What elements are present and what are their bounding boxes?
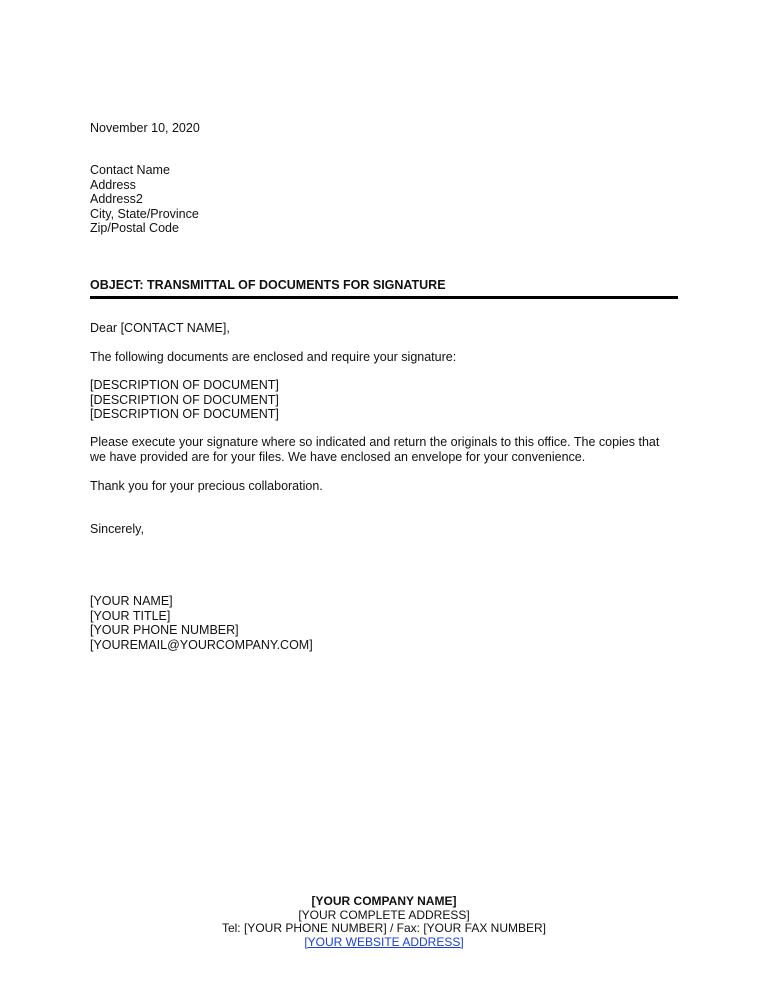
closing-text: Sincerely,	[90, 522, 144, 536]
letter-instructions	[90, 435, 680, 464]
recipient-address-block	[90, 163, 680, 236]
footer-address: [YOUR COMPLETE ADDRESS]	[298, 907, 470, 922]
letter-salutation	[90, 321, 680, 336]
document-item: [DESCRIPTION OF DOCUMENT]	[90, 392, 279, 407]
instructions-line: we have provided are for your files. We have enclosed an envelope for your convenience.	[90, 449, 586, 464]
thanks-text: Thank you for your precious collaboration.	[90, 479, 323, 493]
footer-company-name: [YOUR COMPANY NAME]	[311, 894, 457, 908]
letter-closing	[90, 522, 680, 537]
subject-divider	[90, 296, 678, 299]
company-footer	[0, 895, 768, 949]
recipient-address2: Address2	[90, 192, 143, 206]
signature-name: [YOUR NAME]	[90, 594, 173, 608]
document-item: [DESCRIPTION OF DOCUMENT]	[90, 407, 279, 421]
recipient-contact-name: Contact Name	[90, 163, 170, 177]
signature-title: [YOUR TITLE]	[90, 608, 171, 623]
intro-text: The following documents are enclosed and require your signature:	[90, 350, 457, 364]
recipient-zip: Zip/Postal Code	[90, 221, 179, 235]
document-item: [DESCRIPTION OF DOCUMENT]	[90, 378, 279, 392]
subject-text: OBJECT: TRANSMITTAL OF DOCUMENTS FOR SIGNATURE	[90, 278, 446, 292]
letter-date	[90, 121, 680, 136]
instructions-line: Please execute your signature where so indicated and return the originals to this office. The copies that	[90, 435, 660, 449]
letter-subject	[90, 278, 680, 293]
recipient-address: Address	[90, 177, 136, 192]
footer-contact: Tel: [YOUR PHONE NUMBER] / Fax: [YOUR FAX NUMBER]	[221, 921, 547, 935]
recipient-city-state: City, State/Province	[90, 206, 199, 221]
date-text: November 10, 2020	[90, 121, 200, 135]
salutation-text: Dear [CONTACT NAME],	[90, 321, 230, 335]
footer-website-link[interactable]: [YOUR WEBSITE ADDRESS]	[304, 934, 464, 949]
signature-block	[90, 594, 680, 652]
signature-phone: [YOUR PHONE NUMBER]	[90, 623, 239, 637]
document-list	[90, 378, 680, 422]
letter-intro	[90, 350, 680, 365]
letter-thanks	[90, 479, 680, 494]
signature-email: [YOUREMAIL@YOURCOMPANY.COM]	[90, 637, 313, 652]
